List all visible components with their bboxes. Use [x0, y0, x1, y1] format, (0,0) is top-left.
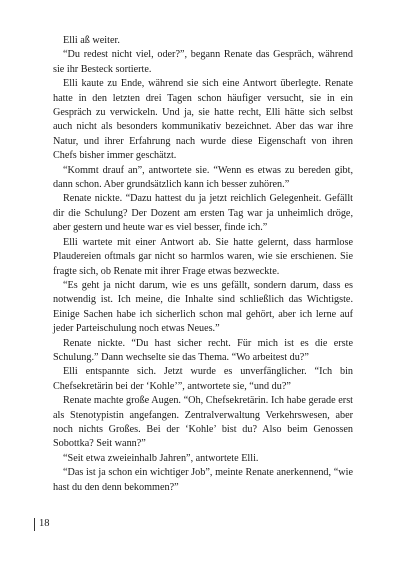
- paragraph: “Seit etwa zweieinhalb Jahren”, antwortete Elli.: [63, 452, 259, 464]
- paragraph: Renate nickte. “Du hast sicher recht. Für mich ist es die erste Schulung.” Dann wechselte sie das Thema. “Wo arbeitest du?”: [53, 337, 353, 363]
- paragraph: “Es geht ja nicht darum, wie es uns gefällt, sondern darum, dass es notwendig ist. Ich meine, die Inhalte sind schließlich das Wichtigste. Einige Sachen habe ich sicherlich schon mal gehört, aber ich lerne auf jeder Parteischulung noch etwas Neues.”: [53, 279, 353, 335]
- body-text: [53, 34, 353, 495]
- paragraph: “Das ist ja schon ein wichtiger Job”, meinte Renate anerkennend, “wie hast du den denn bekommen?”: [53, 467, 353, 493]
- paragraph: “Du redest nicht viel, oder?”, begann Renate das Gespräch, während sie ihr Besteck sortierte.: [53, 49, 353, 75]
- page-number: 18: [34, 518, 50, 531]
- paragraph: Elli wartete mit einer Antwort ab. Sie hatte gelernt, dass harmlose Plaudereien oftmals gar nicht so harmlos waren, wie sie erschienen. Sie fragte sich, ob Renate mit ihrer Frage etwas bezweckte.: [53, 236, 353, 277]
- paragraph: “Kommt drauf an”, antwortete sie. “Wenn es etwas zu bereden gibt, dann schon. Aber grundsätzlich kann ich besser zuhören.”: [53, 164, 353, 191]
- paragraph: Elli aß weiter.: [63, 35, 120, 46]
- paragraph: Elli entspannte sich. Jetzt wurde es unverfänglicher. “Ich bin Chefsekretärin bei der ‘Kohle’”, antwortete sie, “und du?”: [53, 366, 353, 392]
- paragraph: Elli kaute zu Ende, während sie sich eine Antwort überlegte. Renate hatte in den letzten drei Tagen schon häufiger versucht, sie in ein Gespräch zu verwickeln. Und ja, sie hatte recht, Elli hätte sich selbst auch nicht als besonders kommunikativ bezeichnet. Aber das war ihre Natur, und ihrer Erfahrung nach wurde diese Eigenschaft von ihren Chefs bisher immer geschätzt.: [53, 78, 353, 162]
- paragraph: Renate machte große Augen. “Oh, Chefsekretärin. Ich habe gerade erst als Stenotypistin angefangen. Zentralverwaltung Verkehrswesen, aber noch nichts Großes. Bei der ‘Kohle’ bist du? Also beim Genossen Sobottka? Seit wann?”: [53, 395, 353, 450]
- paragraph: Renate nickte. “Dazu hattest du ja jetzt reichlich Gelegenheit. Gefällt dir die Schulung? Der Dozent am ersten Tag war ja unheimlich dröge, aber gestern und heute war es viel besser, finde ich.”: [53, 193, 353, 234]
